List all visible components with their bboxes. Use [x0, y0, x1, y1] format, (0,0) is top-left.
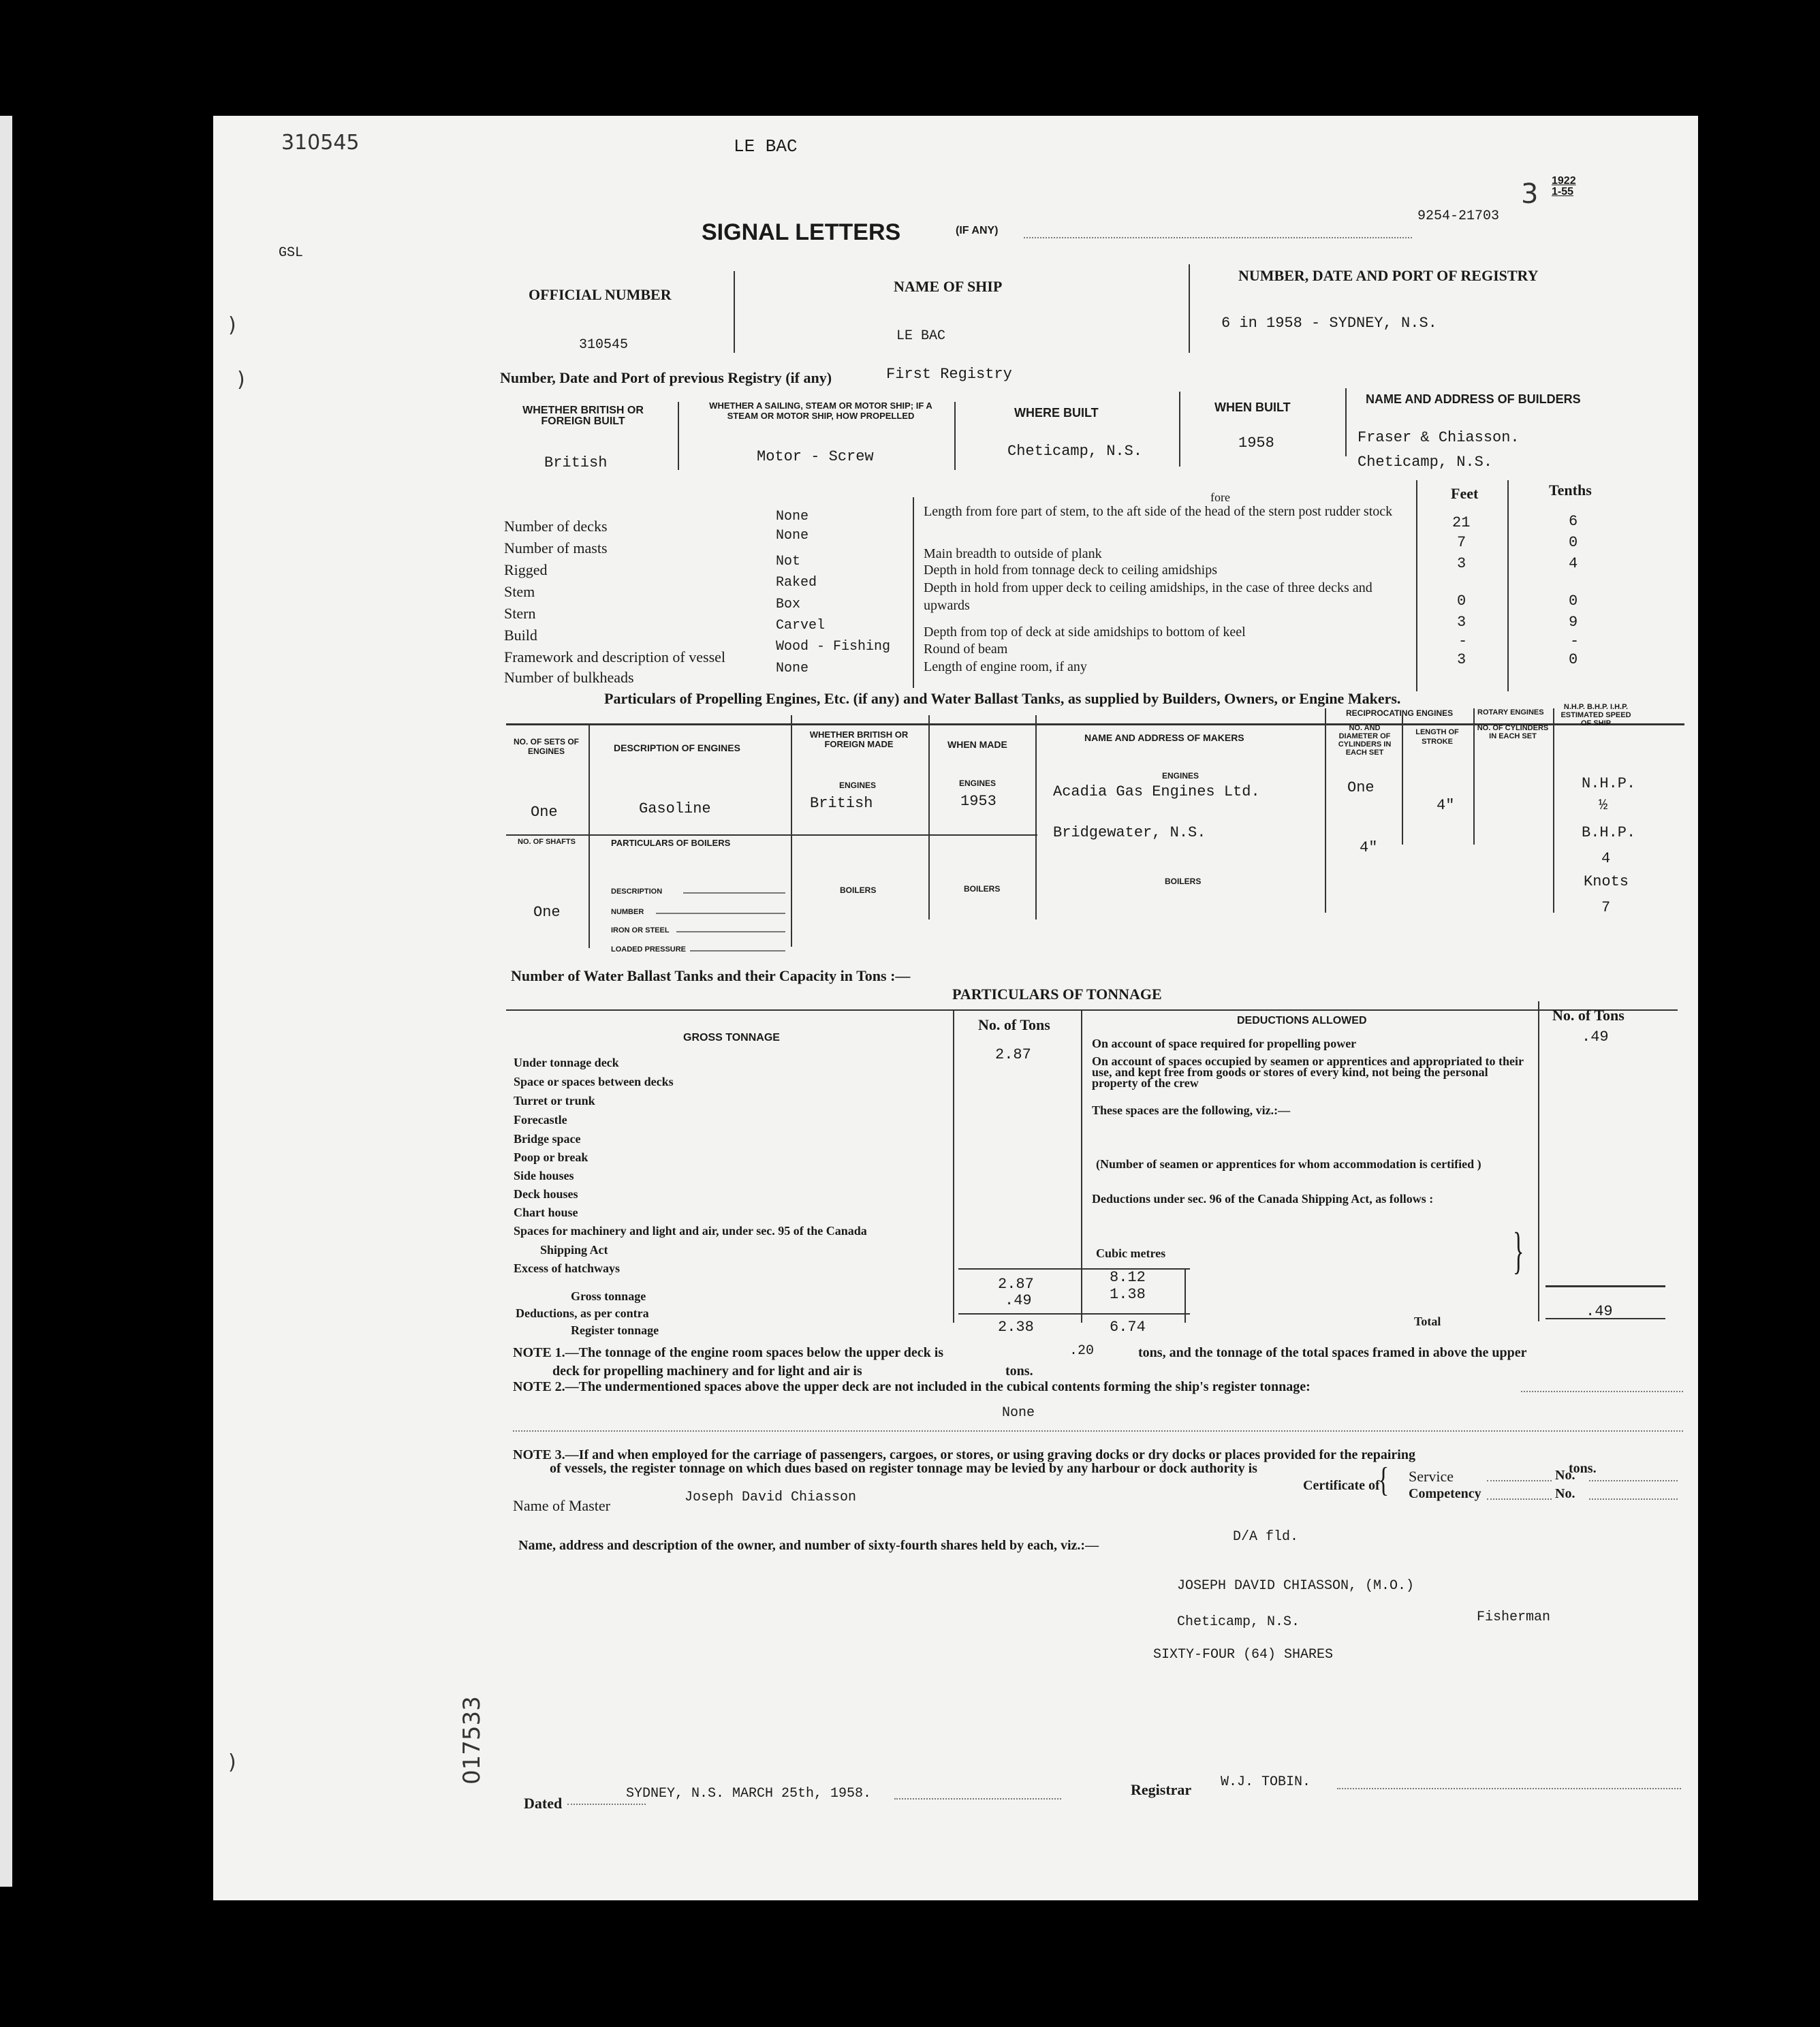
gross-tonnage-row-label: Gross tonnage	[571, 1289, 646, 1303]
gross-item: Forecastle	[514, 1113, 567, 1127]
shafts-value: One	[533, 904, 561, 921]
boilers-label: PARTICULARS OF BOILERS	[611, 838, 731, 848]
gross-item: Shipping Act	[540, 1243, 608, 1257]
form-code: 1922 1-55	[1552, 175, 1576, 198]
boilers-sub-label: BOILERS	[964, 884, 1001, 894]
master-value: Joseph David Chiasson	[685, 1490, 857, 1505]
owner-name: JOSEPH DAVID CHIASSON, (M.O.)	[1177, 1578, 1415, 1594]
dimension-label: Main breadth to outside of plank	[924, 546, 1102, 561]
gross-item: Space or spaces between decks	[514, 1075, 674, 1088]
desc-value: Wood - Fishing	[776, 639, 891, 655]
desc-value: None	[776, 528, 809, 544]
desc-value: Box	[776, 597, 801, 612]
punch-mark: )	[237, 368, 245, 392]
note3-text-b: of vessels, the register tonnage on which dues based on register tonnage may be levied by any harbour or dock authority is	[550, 1461, 1257, 1476]
boiler-number-label: NUMBER	[611, 908, 644, 916]
deductions-value: .49	[1005, 1292, 1032, 1309]
col-rotary-cylinders: NO. OF CYLINDERS IN EACH SET	[1477, 724, 1549, 740]
dimension-label: Depth in hold from tonnage deck to ceiling amidships	[924, 563, 1218, 578]
dimension-tenths: 0	[1569, 593, 1578, 610]
note2-value: None	[1002, 1405, 1035, 1421]
dimension-tenths: 9	[1569, 614, 1578, 631]
dimension-feet: 3	[1457, 555, 1466, 572]
gross-item: Poop or break	[514, 1150, 589, 1164]
gross-item: Excess of hatchways	[514, 1261, 620, 1275]
note3-text-c: tons.	[1569, 1461, 1597, 1476]
fore-note: fore	[1210, 490, 1230, 504]
gross-tonnage-label: GROSS TONNAGE	[683, 1032, 780, 1043]
total-value: .49	[1586, 1303, 1613, 1320]
if-any-label: (IF ANY)	[956, 225, 999, 236]
dimension-tenths: 6	[1569, 513, 1578, 530]
desc-label: Framework and description of vessel	[504, 648, 726, 665]
desc-label: Stem	[504, 583, 535, 600]
dimension-tenths: 0	[1569, 534, 1578, 551]
signal-letters-label: SIGNAL LETTERS	[702, 219, 901, 245]
handwritten-mark: 3	[1521, 178, 1539, 210]
nhp-value: ½	[1599, 797, 1608, 814]
boiler-description-label: DESCRIPTION	[611, 887, 663, 896]
engine-description-value: Gasoline	[639, 800, 711, 817]
dimension-label: Depth from top of deck at side amidships to bottom of keel	[924, 625, 1246, 640]
dimension-feet: 21	[1452, 514, 1471, 531]
gross-item: Under tonnage deck	[514, 1056, 619, 1069]
deductions-allowed-label: DEDUCTIONS ALLOWED	[1237, 1015, 1367, 1026]
when-built-label: WHEN BUILT	[1214, 400, 1291, 414]
brace-icon: {	[1378, 1461, 1390, 1499]
engine-sets-value: One	[531, 804, 558, 821]
cylinders-value: One	[1347, 779, 1375, 796]
propulsion-value: Motor - Screw	[757, 448, 874, 465]
brace-icon: }	[1513, 1224, 1524, 1280]
dimension-tenths: -	[1570, 633, 1580, 650]
print-code: 9254-21703	[1417, 208, 1500, 224]
desc-label: Number of bulkheads	[504, 669, 634, 686]
engines-sub-label: ENGINES	[839, 781, 877, 790]
col-horsepower: N.H.P. B.H.P. I.H.P. ESTIMATED SPEED OF SHIP	[1560, 703, 1631, 727]
dimension-feet: 7	[1457, 534, 1466, 551]
builders-line2: Cheticamp, N.S.	[1358, 454, 1493, 471]
dimension-label: Length from fore part of stem, to the aft side of the head of the stern post rudder stock	[924, 504, 1393, 519]
register-tonnage-value: 2.38	[998, 1319, 1034, 1336]
registrar-value: W.J. TOBIN.	[1221, 1774, 1311, 1790]
master-label: Name of Master	[513, 1497, 610, 1514]
official-number-value: 310545	[579, 337, 629, 353]
side-stamp-number: 017533	[458, 1696, 486, 1785]
water-ballast-label: Number of Water Ballast Tanks and their Capacity in Tons :—	[511, 967, 911, 984]
note1-text-b: tons, and the tonnage of the total spaces framed in above the upper	[1138, 1345, 1527, 1360]
name-of-ship-label: NAME OF SHIP	[894, 278, 1003, 295]
bhp-label: B.H.P.	[1582, 824, 1636, 841]
desc-value: Raked	[776, 575, 817, 591]
dimension-tenths: 4	[1569, 555, 1578, 572]
registrar-label: Registrar	[1131, 1781, 1192, 1798]
desc-label: Number of masts	[504, 539, 608, 556]
gross-item: Bridge space	[514, 1132, 581, 1146]
engine-maker-line2: Bridgewater, N.S.	[1053, 824, 1206, 841]
british-built-value: British	[544, 454, 608, 471]
desc-value: None	[776, 661, 809, 676]
total-label: Total	[1414, 1315, 1441, 1328]
col-stroke: LENGTH OF STROKE	[1415, 728, 1459, 746]
service-label: Service	[1409, 1468, 1454, 1485]
certificate-label: Certificate of	[1303, 1478, 1380, 1493]
port-of-registry-value: 6 in 1958 - SYDNEY, N.S.	[1221, 315, 1437, 332]
previous-registry-value: First Registry	[886, 366, 1012, 383]
note1-text-d: tons.	[1005, 1364, 1033, 1379]
gross-tonnage-value: 2.87	[998, 1276, 1034, 1293]
ship-name-top: LE BAC	[734, 136, 798, 157]
deduction-sec96: Deductions under sec. 96 of the Canada Shipping Act, as follows :	[1092, 1192, 1434, 1206]
engine-when-value: 1953	[960, 793, 997, 810]
gsl-label: GSL	[279, 245, 304, 261]
builders-label: NAME AND ADDRESS OF BUILDERS	[1366, 392, 1581, 406]
gross-item: Turret or trunk	[514, 1094, 595, 1107]
desc-label: Stern	[504, 605, 536, 622]
register-cubic-value: 6.74	[1110, 1319, 1146, 1336]
dimension-label: Depth in hold from upper deck to ceiling amidships, in the case of three decks and upwards	[924, 580, 1372, 613]
note1-text-a: NOTE 1.—The tonnage of the engine room spaces below the upper deck is	[513, 1345, 944, 1360]
dimension-label: Round of beam	[924, 642, 1008, 657]
col-when: WHEN MADE	[947, 739, 1007, 750]
punch-mark: )	[228, 313, 236, 337]
engine-maker-line1: Acadia Gas Engines Ltd.	[1053, 783, 1260, 800]
note1-text-c: deck for propelling machinery and for light and air is	[552, 1364, 862, 1379]
dimension-feet: 3	[1457, 614, 1466, 631]
registry-form-page	[213, 116, 1698, 1900]
note3-text-a: NOTE 3.—If and when employed for the carriage of passengers, cargoes, or stores, or using graving docks or dry docks or places provided for the repairing	[513, 1447, 1415, 1462]
col-british: WHETHER BRITISH OR FOREIGN MADE	[809, 729, 909, 749]
shafts-label: NO. OF SHAFTS	[518, 838, 576, 846]
col-cylinders: NO. AND DIAMETER OF CYLINDERS IN EACH SET	[1338, 724, 1392, 757]
deduction-propelling: On account of space required for propelling power	[1092, 1037, 1357, 1050]
official-number-label: OFFICIAL NUMBER	[529, 286, 672, 303]
col-description: DESCRIPTION OF ENGINES	[614, 742, 740, 753]
tonnage-heading: PARTICULARS OF TONNAGE	[952, 986, 1162, 1003]
no-of-tons-label-right: No. of Tons	[1552, 1007, 1625, 1024]
owner-shares: SIXTY-FOUR (64) SHARES	[1153, 1647, 1334, 1663]
dimension-tenths: 0	[1569, 651, 1578, 668]
where-built-value: Cheticamp, N.S.	[1007, 443, 1143, 460]
owner-address: Cheticamp, N.S.	[1177, 1614, 1300, 1630]
name-of-ship-value: LE BAC	[896, 328, 946, 344]
desc-value: None	[776, 509, 809, 524]
boilers-sub-label: BOILERS	[840, 885, 877, 895]
dated-value: SYDNEY, N.S. MARCH 25th, 1958.	[626, 1786, 872, 1802]
handwritten-official-number: 310545	[281, 131, 360, 155]
tenths-label: Tenths	[1549, 482, 1592, 499]
when-built-value: 1958	[1238, 435, 1274, 452]
port-of-registry-label: NUMBER, DATE AND PORT OF REGISTRY	[1238, 267, 1539, 284]
desc-value: Carvel	[776, 618, 826, 633]
gross-item: Spaces for machinery and light and air, under sec. 95 of the Canada	[514, 1224, 867, 1238]
competency-label: Competency	[1409, 1486, 1481, 1501]
british-built-label: WHETHER BRITISH OR FOREIGN BUILT	[522, 405, 644, 427]
dated-label: Dated	[524, 1795, 563, 1812]
cylinder-diameter-value: 4"	[1360, 839, 1378, 856]
deduction-spaces-following: These spaces are the following, viz.:—	[1092, 1103, 1291, 1117]
desc-label: Rigged	[504, 561, 548, 578]
boiler-iron-label: IRON OR STEEL	[611, 926, 670, 934]
stroke-value: 4"	[1437, 797, 1455, 814]
desc-label: Build	[504, 627, 537, 644]
competency-no-label: No.	[1555, 1486, 1575, 1501]
engine-british-value: British	[810, 795, 873, 812]
bhp-value: 4	[1601, 850, 1611, 867]
gross-item: Chart house	[514, 1206, 578, 1219]
no-of-tons-label: No. of Tons	[978, 1016, 1050, 1033]
previous-registry-label: Number, Date and Port of previous Registry (if any)	[500, 369, 832, 386]
boilers-sub-label: BOILERS	[1165, 877, 1202, 886]
desc-label: Number of decks	[504, 518, 608, 535]
note2-text: NOTE 2.—The undermentioned spaces above the upper deck are not included in the cubical contents forming the ship's register tonnage:	[513, 1379, 1311, 1394]
note1-value: .20	[1069, 1343, 1095, 1359]
col-rotary: ROTARY ENGINES	[1477, 708, 1544, 717]
engines-heading: Particulars of Propelling Engines, Etc. (if any) and Water Ballast Tanks, as supplied by Builders, Owners, or Engine Makers.	[604, 690, 1401, 707]
service-no-label: No.	[1555, 1468, 1575, 1483]
deduction-crew-spaces: On account of spaces occupied by seamen or apprentices and appropriated to their use, and kept free from goods or stores of every kind, not being the personal property of the crew	[1092, 1054, 1524, 1090]
under-deck-value: 2.87	[995, 1046, 1031, 1063]
punch-mark: )	[228, 1750, 236, 1774]
owner-da-value: D/A fld.	[1233, 1529, 1299, 1545]
where-built-label: WHERE BUILT	[1014, 406, 1099, 420]
col-reciprocating: RECIPROCATING ENGINES	[1346, 708, 1454, 718]
engines-sub-label: ENGINES	[959, 779, 997, 788]
dimension-feet: 3	[1457, 651, 1466, 668]
deduction-seamen-certified: (Number of seamen or apprentices for whom accommodation is certified )	[1096, 1157, 1481, 1171]
deductions-contra-label: Deductions, as per contra	[516, 1306, 649, 1320]
cubic-metres-label: Cubic metres	[1096, 1246, 1166, 1260]
feet-label: Feet	[1451, 485, 1479, 502]
owner-occupation: Fisherman	[1477, 1609, 1551, 1625]
dimension-label: Length of engine room, if any	[924, 659, 1087, 674]
owner-label: Name, address and description of the owner, and number of sixty-fourth shares held by each, viz.:—	[518, 1538, 1099, 1553]
propelling-power-value: .49	[1582, 1028, 1609, 1046]
gross-cubic-value: 8.12	[1110, 1269, 1146, 1286]
gross-item: Side houses	[514, 1169, 574, 1182]
dimension-feet: -	[1458, 633, 1468, 650]
deductions-cubic-value: 1.38	[1110, 1286, 1146, 1303]
gross-item: Deck houses	[514, 1187, 578, 1201]
col-sets: NO. OF SETS OF ENGINES	[513, 737, 579, 756]
knots-label: Knots	[1584, 873, 1629, 890]
adjacent-page-edge	[0, 116, 12, 1887]
engines-sub-label: ENGINES	[1162, 771, 1199, 781]
nhp-label: N.H.P.	[1582, 775, 1636, 792]
dimension-feet: 0	[1457, 593, 1466, 610]
desc-value: Not	[776, 554, 801, 569]
register-tonnage-label: Register tonnage	[571, 1323, 659, 1337]
boiler-pressure-label: LOADED PRESSURE	[611, 945, 687, 954]
builders-line1: Fraser & Chiasson.	[1358, 429, 1520, 446]
knots-value: 7	[1601, 899, 1611, 916]
col-makers: NAME AND ADDRESS OF MAKERS	[1084, 732, 1244, 743]
propulsion-label: WHETHER A SAILING, STEAM OR MOTOR SHIP; IF A STEAM OR MOTOR SHIP, HOW PROPELLED	[709, 400, 932, 421]
